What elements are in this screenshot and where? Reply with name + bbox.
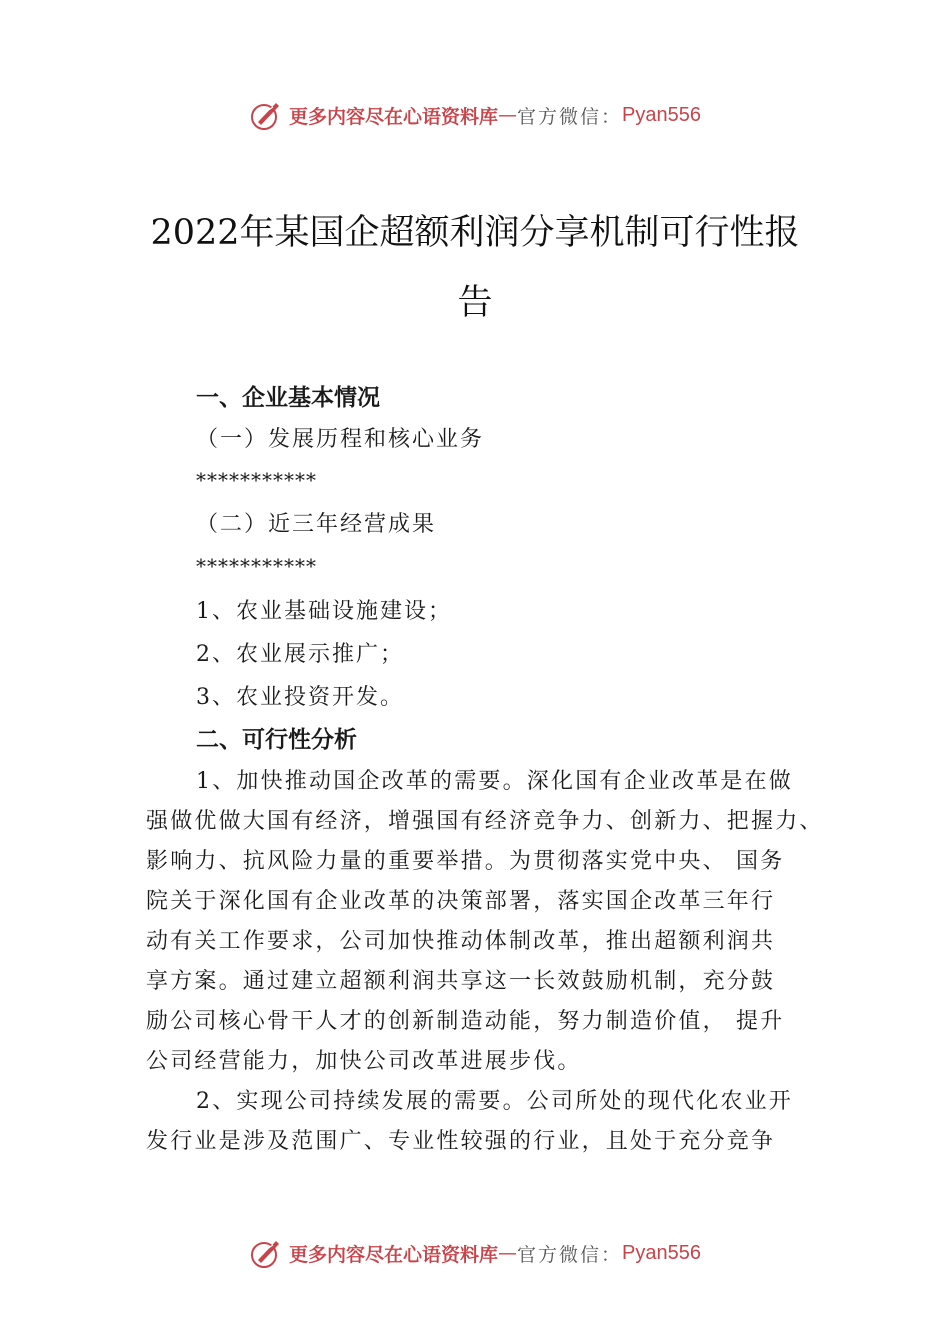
banner-text: 更多内容尽在心语资料库 xyxy=(289,1243,499,1266)
paragraph-1-line: 1、加快推动国企改革的需要。深化国有企业改革是在做 xyxy=(196,769,793,794)
subsection-heading-2: （二）近三年经营成果 xyxy=(196,512,437,537)
paragraph-1-line: 公司经营能力，加快公司改革进展步伐。 xyxy=(146,1049,582,1074)
list-item: 3、农业投资开发。 xyxy=(196,685,404,710)
paragraph-1-line: 享方案。通过建立超额利润共享这一长效鼓励机制，充分鼓 xyxy=(146,969,776,994)
placeholder-stars-1: *********** xyxy=(196,468,317,492)
header-banner xyxy=(0,95,950,135)
banner-label: 官方微信： xyxy=(517,1243,623,1266)
footer-banner xyxy=(0,1233,950,1273)
paragraph-1-line: 院关于深化国有企业改革的决策部署，落实国企改革三年行 xyxy=(146,889,776,914)
paragraph-1-line: 影响力、抗风险力量的重要举措。为贯彻落实党中央、 国务 xyxy=(146,849,785,874)
paragraph-1-line: 励公司核心骨干人才的创新制造动能，努力制造价值， 提升 xyxy=(146,1009,785,1034)
title-line-2: 告 xyxy=(457,283,493,323)
list-item: 2、农业展示推广； xyxy=(196,642,404,667)
document-title xyxy=(140,198,810,338)
quill-logo-icon xyxy=(249,1236,283,1270)
banner-text: 更多内容尽在心语资料库 xyxy=(289,105,499,128)
paragraph-1-line: 动有关工作要求，公司加快推动体制改革，推出超额利润共 xyxy=(146,929,776,954)
banner-wechat-id: Pyan556 xyxy=(622,1241,701,1264)
placeholder-stars-2: *********** xyxy=(196,554,317,578)
paragraph-2-line: 发行业是涉及范围广、专业性较强的行业，且处于充分竞争 xyxy=(146,1129,776,1154)
quill-logo-icon xyxy=(249,98,283,132)
banner-dash: — xyxy=(498,104,518,126)
banner-wechat-id: Pyan556 xyxy=(622,103,701,126)
list-item: 1、农业基础设施建设； xyxy=(196,599,452,624)
paragraph-1-line: 强做优做大国有经济，增强国有经济竞争力、创新力、把握力、 xyxy=(146,809,824,834)
section-heading-2: 二、可行性分析 xyxy=(196,727,357,753)
banner-dash: — xyxy=(498,1242,518,1264)
section-heading-1: 一、企业基本情况 xyxy=(196,385,380,411)
banner-label: 官方微信： xyxy=(517,105,623,128)
subsection-heading-1: （一）发展历程和核心业务 xyxy=(196,427,485,452)
title-line-1: 2022年某国企超额利润分享机制可行性报 xyxy=(150,213,800,253)
paragraph-2-line: 2、实现公司持续发展的需要。公司所处的现代化农业开 xyxy=(196,1089,793,1114)
